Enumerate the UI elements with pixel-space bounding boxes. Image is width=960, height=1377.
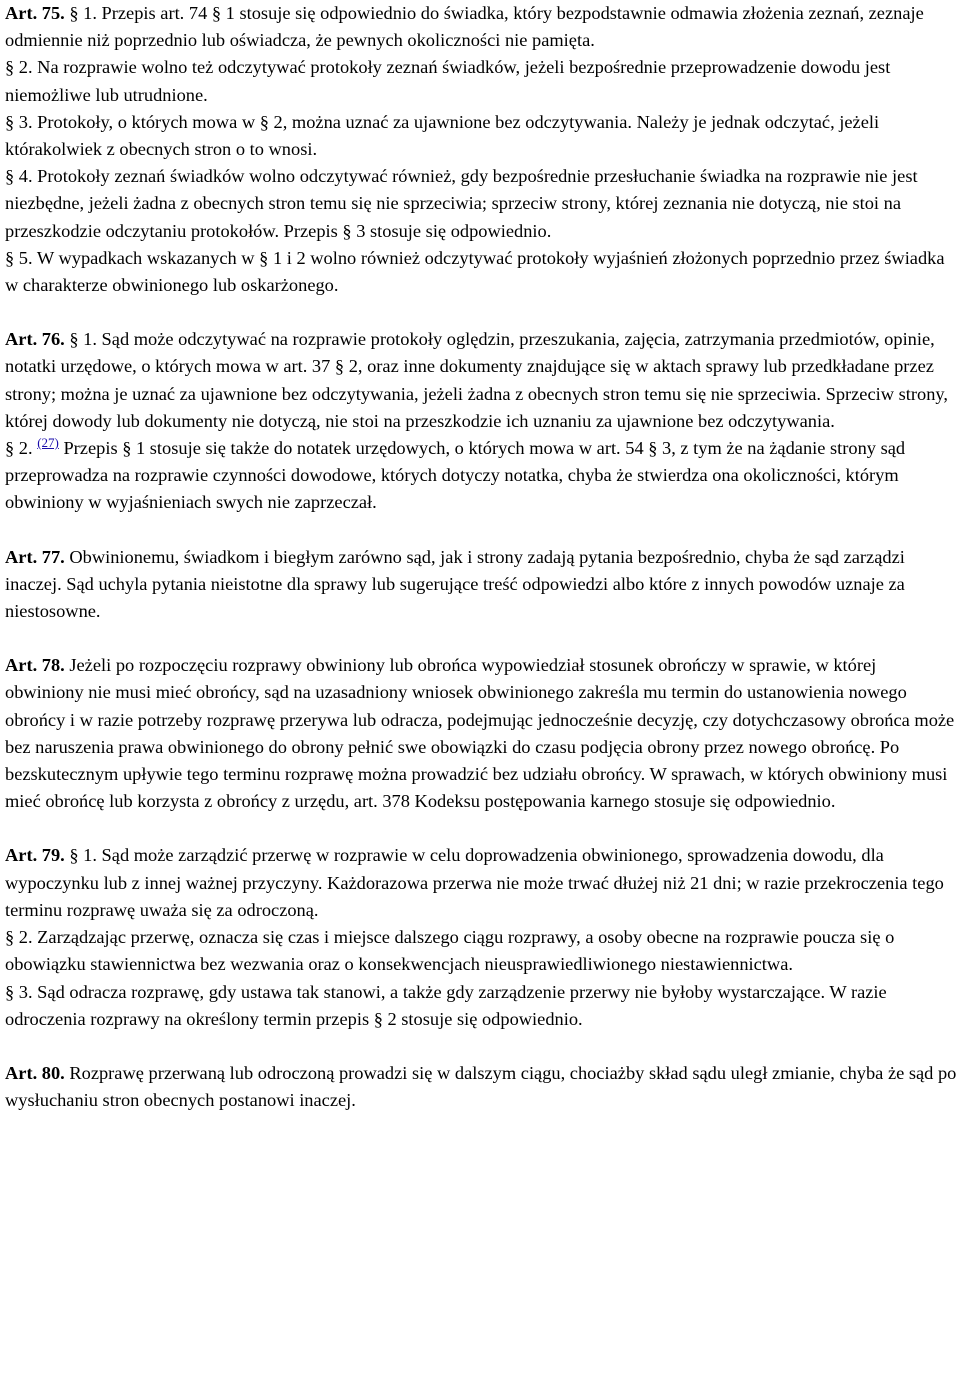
paragraph-text: § 1. Sąd może zarządzić przerwę w rozprawie w celu doprowadzenia obwinionego, sprowadzenia dowodu, dla wypoczynku lub z innej ważnej przyczyny. Każdorazowa przerwa nie może trwać dłużej niż 21 dni; w razie przekroczenia tego terminu rozprawę uważa się za odroczoną. [5,845,944,920]
paragraph-text: Jeżeli po rozpoczęciu rozprawy obwiniony lub obrońca wypowiedział stosunek obrończy w sprawie, w której obwiniony nie musi mieć obrońcy, sąd na uzasadniony wniosek obwinionego zakreśla mu termin do ustanowienia nowego obrońcy i w razie potrzeby rozprawę przerywa lub odracza, podejmując jednocześnie decyzję, czy dotychczasowy obrońca może bez naruszenia prawa obwinionego do obrony pełnić swe obowiązki do czasu podjęcia obrony przez nowego obrońcę. Po bezskutecznym upływie tego terminu rozprawę można prowadzić bez udziału obrońcy. W sprawach, w których obwiniony musi mieć obrońcę lub korzysta z obrońcy z urzędu, art. 378 Kodeksu postępowania karnego stosuje się odpowiednio. [5,655,955,812]
article-number: Art. 79. [5,845,65,866]
article-paragraph [5,54,958,108]
article-paragraph [5,435,958,517]
article-block [5,326,958,516]
paragraph-text: § 3. Protokoły, o których mowa w § 2, można uznać za ujawnione bez odczytywania. Należy je jednak odczytać, jeżeli którakolwiek z obecnych stron o to wnosi. [5,111,880,160]
article-block [5,0,958,299]
paragraph-text: Przepis § 1 stosuje się także do notatek urzędowych, o których mowa w art. 54 § 3, z tym że na żądanie strony sąd przeprowadza na rozprawie czynności dowodowe, których dotyczy notatka, chyba że stwierdza ona okoliczności, którym obwiniony w wyjaśnieniach swych nie zaprzeczał. [5,438,906,513]
article-paragraph [5,245,958,299]
article-paragraph [5,652,958,815]
paragraph-text: § 5. W wypadkach wskazanych w § 1 i 2 wolno również odczytywać protokoły wyjaśnień złożonych poprzednio przez świadka w charakterze obwinionego lub oskarżonego. [5,247,945,296]
paragraph-text: § 2. [5,438,38,459]
article-paragraph [5,924,958,978]
article-number: Art. 75. [5,3,65,23]
paragraph-text: Rozprawę przerwaną lub odroczoną prowadzi się w dalszym ciągu, chociażby skład sądu uległ zmianie, chyba że sąd po wysłuchaniu stron obecnych postanowi inaczej. [5,1062,957,1111]
article-paragraph [5,163,958,245]
article-number: Art. 78. [5,655,65,676]
article-block [5,652,958,815]
article-number: Art. 76. [5,329,65,350]
article-number: Art. 80. [5,1062,65,1083]
paragraph-text: § 3. Sąd odracza rozprawę, gdy ustawa tak stanowi, a także gdy zarządzenie przerwy nie byłoby wystarczające. W razie odroczenia rozprawy na określony termin przepis § 2 stosuje się odpowiednio. [5,981,887,1029]
article-block [5,544,958,626]
paragraph-text: § 1. Przepis art. 74 § 1 stosuje się odpowiednio do świadka, który bezpodstawnie odmawia złożenia zeznań, zeznaje odmiennie niż poprzednio lub oświadcza, że pewnych okoliczności nie pamięta. [5,3,924,51]
article-paragraph [5,1060,958,1114]
paragraph-text: § 2. Na rozprawie wolno też odczytywać protokoły zeznań świadków, jeżeli bezpośrednie przeprowadzenie dowodu jest niemożliwe lub utrudnione. [5,57,891,105]
article-block [5,1060,958,1114]
article-paragraph [5,0,958,54]
article-paragraph [5,979,958,1033]
article-block [5,842,958,1032]
article-paragraph [5,326,958,435]
article-paragraph [5,842,958,924]
paragraph-text: § 2. Zarządzając przerwę, oznacza się czas i miejsce dalszego ciągu rozprawy, a osoby obecne na rozprawie poucza się o obowiązku stawiennictwa bez wezwania oraz o konsekwencjach nieusprawiedliwionego niestawiennictwa. [5,927,895,975]
paragraph-text: Obwinionemu, świadkom i biegłym zarówno sąd, jak i strony zadają pytania bezpośrednio, chyba że sąd zarządzi inaczej. Sąd uchyla pytania nieistotne dla sprawy lub sugerujące treść odpowiedzi albo które z innych powodów uznaje za niestosowne. [5,546,905,622]
footnote-link[interactable]: (27) [37,434,59,450]
article-paragraph [5,109,958,163]
article-paragraph [5,544,958,626]
paragraph-text: § 4. Protokoły zeznań świadków wolno odczytywać również, gdy bezpośrednie przesłuchanie świadka na rozprawie nie jest niezbędne, jeżeli żadna z obecnych stron temu się nie sprzeciwia; sprzeciw strony, której zeznania nie dotyczą, nie stoi na przeszkodzie odczytaniu protokołów. Przepis § 3 stosuje się odpowiednio. [5,166,918,241]
paragraph-text: § 1. Sąd może odczytywać na rozprawie protokoły oględzin, przeszukania, zajęcia, zatrzymania przedmiotów, opinie, notatki urzędowe, o których mowa w art. 37 § 2, oraz inne dokumenty znajdujące się w aktach sprawy lub przedkładane przez strony; można je uznać za ujawnione bez odczytywania, jeżeli żadna z obecnych stron temu się nie sprzeciwia. Sprzeciw strony, której dowody lub dokumenty nie dotyczą, nie stoi na przeszkodzie ich uznaniu za ujawnione bez odczytywania. [5,329,948,431]
article-number: Art. 77. [5,546,65,567]
